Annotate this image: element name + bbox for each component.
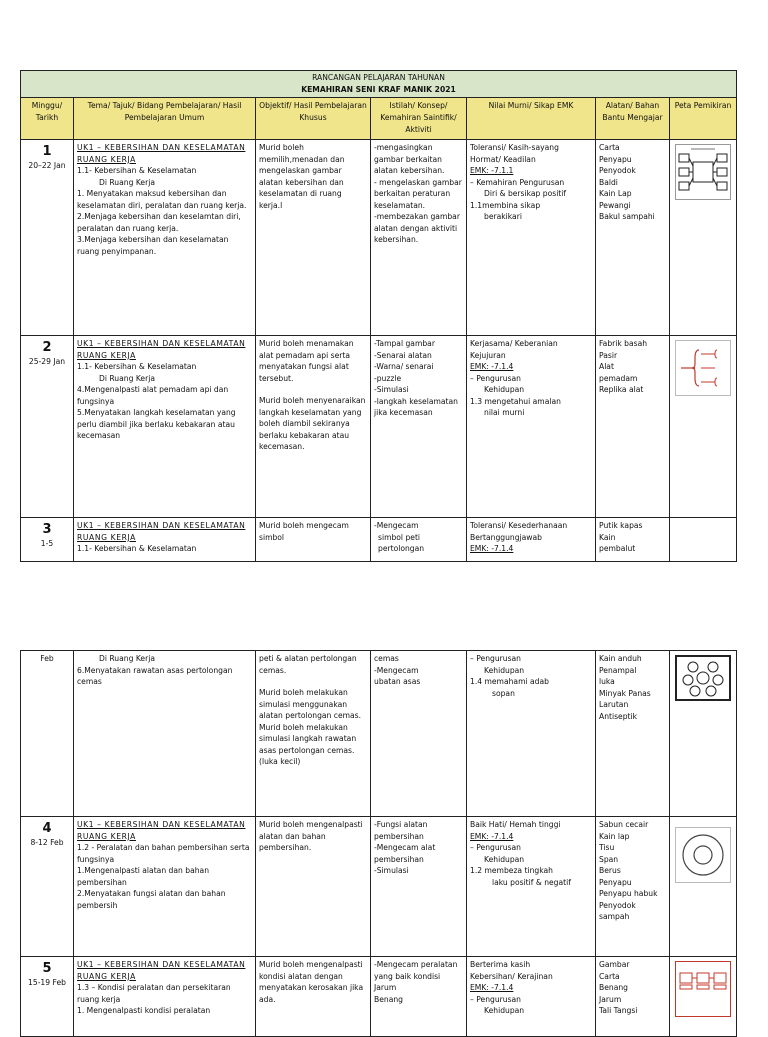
week-cell: 3 1-5 — [21, 518, 74, 562]
values-cell: Toleransi/ Kasih-sayang Hormat/ Keadilan EMK: -7.1.1 – Kemahiran Pengurusan Diri & bersikap positif 1.1membina sikap berakikari — [467, 140, 596, 336]
thinking-map-cell — [670, 336, 737, 518]
plan-title: RANCANGAN PELAJARAN TAHUNAN — [312, 73, 445, 82]
theme-cell: Di Ruang Kerja 6.Menyatakan rawatan asas pertolongan cemas — [74, 651, 256, 817]
objective-cell: peti & alatan pertolongan cemas. Murid boleh melakukan simulasi menggunakan alatan pertolongan cemas. Murid boleh melakukan simulasi langkah rawatan asas pertolongan cemas.(luka kecil) — [256, 651, 371, 817]
brace-map-icon — [675, 340, 731, 396]
table-row — [21, 651, 737, 817]
bubble-map-icon — [675, 655, 731, 701]
objective-cell: Murid boleh mengenalpasti alatan dan bahan pembersihan. — [256, 817, 371, 957]
table-row — [21, 817, 737, 957]
col-header-objective: Objektif/ Hasil Pembelajaran Khusus — [256, 98, 371, 140]
circle-map-icon — [675, 827, 731, 883]
table-row — [21, 957, 737, 1037]
week-cell: 4 8-12 Feb — [21, 817, 74, 957]
theme-cell: UK1 – KEBERSIHAN DAN KESELAMATAN RUANG KERJA 1.1- Kebersihan & Keselamatan Di Ruang Kerja 4.Mengenalpasti alat pemadam api dan fungsinya 5.Menyatakan langkah keselamatan yang perlu diambil jika berlaku kebakaran atau kecemasan — [74, 336, 256, 518]
annual-plan-table-continued — [20, 650, 737, 1037]
title-row — [21, 71, 737, 98]
theme-cell: UK1 – KEBERSIHAN DAN KESELAMATAN RUANG KERJA 1.2 - Peralatan dan bahan pembersihan serta fungsinya 1.Mengenalpasti alatan dan bahan pembersihan 2.Menyatakan fungsi alatan dan bahan pembersih — [74, 817, 256, 957]
objective-cell: Murid boleh mengenalpasti kondisi alatan dengan menyatakan kerosakan jika ada. — [256, 957, 371, 1037]
theme-cell: UK1 – KEBERSIHAN DAN KESELAMATAN RUANG KERJA 1.3 – Kondisi peralatan dan persekitaran ruang kerja 1. Mengenalpasti kondisi peralatan — [74, 957, 256, 1037]
objective-cell: Murid boleh mengecam simbol — [256, 518, 371, 562]
col-header-thinking-map: Peta Pemikiran — [670, 98, 737, 140]
values-cell: – Pengurusan Kehidupan 1.4 memahami adab sopan — [467, 651, 596, 817]
activity-cell: -Mengecam simbol peti pertolongan — [371, 518, 467, 562]
objective-cell: Murid boleh menamakan alat pemadam api serta menyatakan fungsi alat tersebut. Murid boleh menyenaraikan langkah keselamatan yang boleh diambil sekiranya berlaku kebakaran atau kecemasan. — [256, 336, 371, 518]
table-row — [21, 518, 737, 562]
materials-cell: Gambar Carta Benang Jarum Tali Tangsi — [596, 957, 670, 1037]
subject-title: KEMAHIRAN SENI KRAF MANIK 2021 — [301, 85, 456, 94]
values-cell: Toleransi/ Kesederhanaan Bertanggungjawab EMK: -7.1.4 — [467, 518, 596, 562]
col-header-values: Nilai Murni/ Sikap EMK — [467, 98, 596, 140]
thinking-map-cell — [670, 817, 737, 957]
flow-map-icon — [675, 961, 731, 1017]
activity-cell: -mengasingkan gambar berkaitan alatan kebersihan. - mengelaskan gambar berkaitan peraturan keselamatan. -membezakan gambar alatan dengan aktiviti kebersihan. — [371, 140, 467, 336]
col-header-materials: Alatan/ Bahan Bantu Mengajar — [596, 98, 670, 140]
col-header-theme: Tema/ Tajuk/ Bidang Pembelajaran/ Hasil Pembelajaran Umum — [74, 98, 256, 140]
table-row — [21, 140, 737, 336]
col-header-activity: Istilah/ Konsep/ Kemahiran Saintifik/ Aktiviti — [371, 98, 467, 140]
thinking-map-cell — [670, 957, 737, 1037]
materials-cell: Carta Penyapu Penyodok Baldi Kain Lap Pewangi Bakul sampahi — [596, 140, 670, 336]
materials-cell: Kain anduh Penampal luka Minyak Panas Larutan Antiseptik — [596, 651, 670, 817]
week-cell: 5 15-19 Feb — [21, 957, 74, 1037]
activity-cell: -Tampal gambar -Senarai alatan -Warna/ senarai -puzzle -Simulasi -langkah keselamatan jika kecemasan — [371, 336, 467, 518]
week-cell: Feb — [21, 651, 74, 817]
values-cell: Kerjasama/ Keberanian Kejujuran EMK: -7.1.4 – Pengurusan Kehidupan 1.3 mengetahui amalan nilai murni — [467, 336, 596, 518]
activity-cell: -Mengecam peralatan yang baik kondisi Jarum Benang — [371, 957, 467, 1037]
values-cell: Berterima kasih Kebersihan/ Kerajinan EMK: -7.1.4 – Pengurusan Kehidupan — [467, 957, 596, 1037]
materials-cell: Putik kapas Kain pembalut — [596, 518, 670, 562]
objective-cell: Murid boleh memilih,menadan dan mengelaskan gambar alatan kebersihan dan keselamatan di ruang kerja.l — [256, 140, 371, 336]
theme-cell: UK1 – KEBERSIHAN DAN KESELAMATAN RUANG KERJA 1.1- Kebersihan & Keselamatan — [74, 518, 256, 562]
bridge-map-icon — [675, 144, 731, 200]
thinking-map-cell — [670, 651, 737, 817]
col-header-week: Minggu/ Tarikh — [21, 98, 74, 140]
table-row — [21, 336, 737, 518]
values-cell: Baik Hati/ Hemah tinggi EMK: -7.1.4 – Pengurusan Kehidupan 1.2 membeza tingkah laku positif & negatif — [467, 817, 596, 957]
thinking-map-cell — [670, 518, 737, 562]
week-cell: 2 25-29 Jan — [21, 336, 74, 518]
activity-cell: cemas -Mengecam ubatan asas — [371, 651, 467, 817]
week-cell: 1 20–22 Jan — [21, 140, 74, 336]
thinking-map-cell — [670, 140, 737, 336]
materials-cell: Sabun cecair Kain lap Tisu Span Berus Penyapu Penyapu habuk Penyodok sampah — [596, 817, 670, 957]
header-row — [21, 98, 737, 140]
theme-cell: UK1 – KEBERSIHAN DAN KESELAMATAN RUANG KERJA 1.1- Kebersihan & Keselamatan Di Ruang Kerja 1. Menyatakan maksud kebersihan dan keselamatan diri, peralatan dan ruang kerja. 2.Menjaga kebersihan dan keselamtan diri, peralatan dan ruang kerja. 3.Menjaga kebersihan dan keselamatan ruang penyimpanan. — [74, 140, 256, 336]
activity-cell: -Fungsi alatan pembersihan -Mengecam alat pembersihan -Simulasi — [371, 817, 467, 957]
annual-plan-table — [20, 70, 737, 562]
materials-cell: Fabrik basah Pasir Alat pemadam Replika alat — [596, 336, 670, 518]
